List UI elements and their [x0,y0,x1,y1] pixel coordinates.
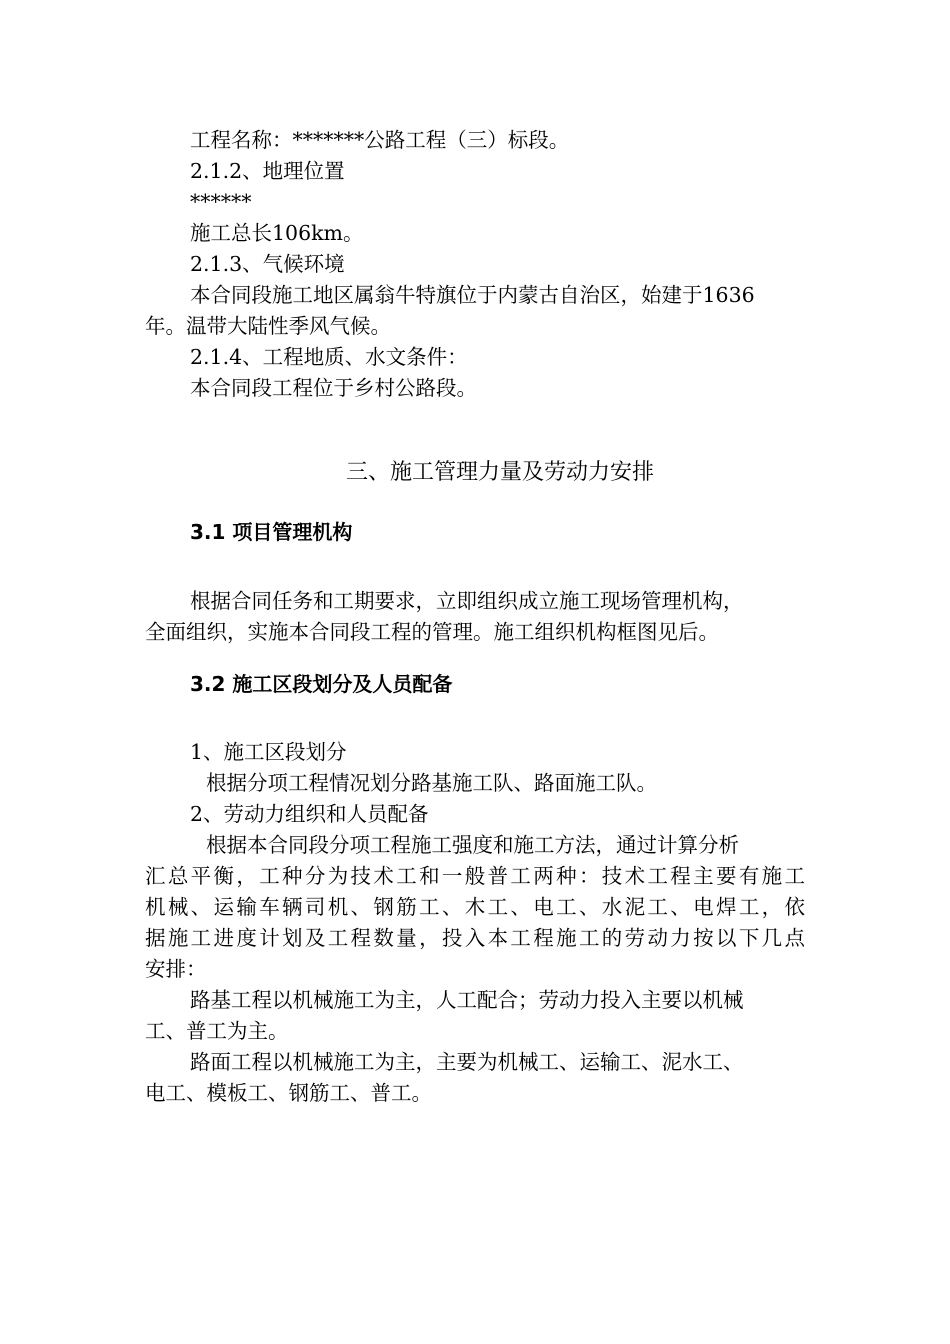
geology-text: 本合同段工程位于乡村公路段。 [190,376,477,400]
heading-3-2: 3.2 施工区段划分及人员配备 [190,672,453,696]
labor-paragraph-line-5: 安排： [145,957,207,981]
labor-paragraph-line-4: 据施工进度计划及工程数量，投入本工程施工的劳动力按以下几点 [145,926,805,950]
location-text: ****** [190,190,252,214]
labor-paragraph-line-2: 汇总平衡，工种分为技术工和一般普工两种：技术工程主要有施工 [145,864,805,888]
climate-paragraph-line-2: 年。温带大陆性季风气候。 [145,314,391,338]
climate-paragraph-line-1: 本合同段施工地区属翁牛特旗位于内蒙古自治区，始建于1636 [190,283,755,307]
heading-2-1-4: 2.1.4、工程地质、水文条件： [190,345,468,369]
section-3-title: 三、施工管理力量及劳动力安排 [345,460,654,485]
list-item-1-text: 根据分项工程情况划分路基施工队、路面施工队。 [206,771,657,795]
org-paragraph-line-2: 全面组织，实施本合同段工程的管理。施工组织机构框图见后。 [145,620,719,644]
list-item-1: 1、施工区段划分 [190,740,347,764]
roadbed-paragraph-line-1: 路基工程以机械施工为主，人工配合；劳动力投入主要以机械 [190,988,744,1012]
list-item-2: 2、劳动力组织和人员配备 [190,802,429,826]
heading-3-1: 3.1 项目管理机构 [190,520,353,544]
labor-paragraph-line-3: 机械、运输车辆司机、钢筋工、木工、电工、水泥工、电焊工，依 [145,895,805,919]
project-name: 工程名称：*******公路工程（三）标段。 [190,128,570,152]
pavement-paragraph-line-2: 电工、模板工、钢筋工、普工。 [145,1081,432,1105]
pavement-paragraph-line-1: 路面工程以机械施工为主，主要为机械工、运输工、泥水工、 [190,1050,744,1074]
org-paragraph-line-1: 根据合同任务和工期要求，立即组织成立施工现场管理机构， [190,589,744,613]
total-length-text: 施工总长106km。 [190,221,364,245]
heading-2-1-3: 2.1.3、气候环境 [190,252,345,276]
roadbed-paragraph-line-2: 工、普工为主。 [145,1019,289,1043]
heading-2-1-2: 2.1.2、地理位置 [190,159,345,183]
labor-paragraph-line-1: 根据本合同段分项工程施工强度和施工方法，通过计算分析 [206,833,739,857]
